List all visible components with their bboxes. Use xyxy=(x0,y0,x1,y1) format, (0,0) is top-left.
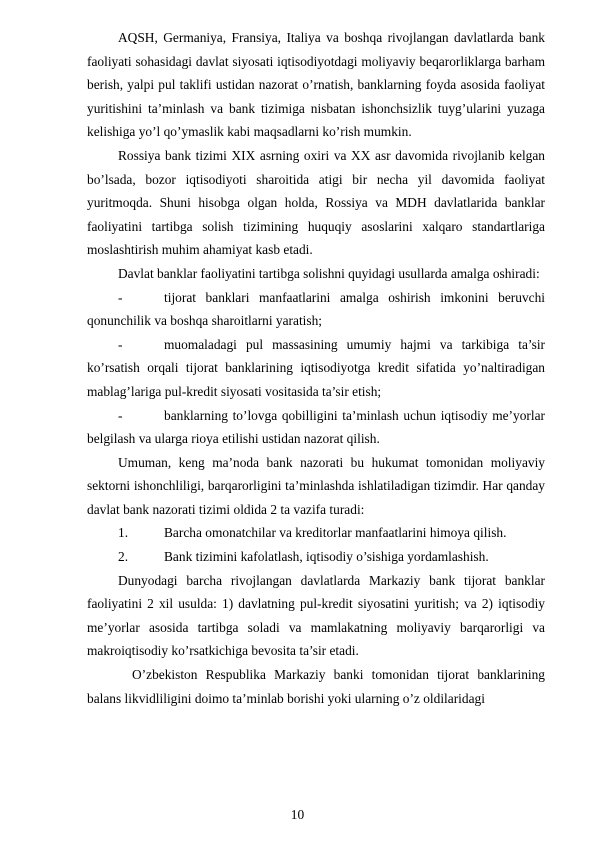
list-item-text: muomaladagi pul massasining umumiy hajmi va tarkibiga ta’sir ko’rsatish orqali tijorat banklarining iqtisodiyotga kredit sifatida yo’naltiradigan mablag’lariga pul-kredit siyosati vositasida ta’sir etish; xyxy=(87,336,545,399)
list-marker: - xyxy=(118,289,123,305)
paragraph: Dunyodagi barcha rivojlangan davlatlarda Markaziy bank tijorat banklar faoliyatini 2 xil usulda: 1) davlatning pul-kredit siyosatini yuritish; va 2) iqtisodiy me’yorlar asosida tartibga soladi va mamlakatning moliyaviy barqarorligi va makroiqtisodiy ko’rsatkichiga bevosita ta’sir etadi. xyxy=(87,572,545,659)
list-item xyxy=(87,286,545,333)
list-item-text: Barcha omonatchilar va kreditorlar manfaatlarini himoya qilish. xyxy=(164,525,507,541)
list-marker: - xyxy=(118,407,123,423)
list-item xyxy=(87,333,545,404)
list-item xyxy=(87,545,545,569)
list-marker: 1. xyxy=(118,525,129,541)
document-body xyxy=(87,26,545,710)
paragraph: Davlat banklar faoliyatini tartibga solishni quyidagi usullarda amalga oshiradi: xyxy=(118,265,540,281)
paragraph: Rossiya bank tizimi XIX asrning oxiri va XX asr davomida rivojlanib kelgan bo’lsada, bozor iqtisodiyoti sharoitida atigi bir necha yil davomida faoliyat yuritmoqda. Shuni hisobga olgan holda, Rossiya va MDH davlatlarida banklar faoliyatini tartibga solish tizimining huquqiy asoslarini xalqaro standartlariga moslashtirish muhim ahamiyat kasb etadi. xyxy=(87,147,545,258)
list-item xyxy=(87,404,545,451)
numbered-list xyxy=(87,521,545,568)
page-number: 10 xyxy=(290,807,305,822)
list-marker: 2. xyxy=(118,549,129,565)
list-item-text: Bank tizimini kafolatlash, iqtisodiy o’sishiga yordamlashish. xyxy=(164,549,489,565)
paragraph: Umuman, keng ma’noda bank nazorati bu hukumat tomonidan moliyaviy sektorni ishonchliligi, barqarorligini ta’minlashda ishlatiladigan tizimdir. Har qanday davlat bank nazorati tizimi oldida 2 ta vazifa turadi: xyxy=(87,454,545,517)
list-item-text: tijorat banklari manfaatlarini amalga oshirish imkonini beruvchi qonunchilik va boshqa sharoitlarni yaratish; xyxy=(87,289,545,329)
list-item xyxy=(87,521,545,545)
paragraph: O’zbekiston Respublika Markaziy banki tomonidan tijorat banklarining balans likvidliligini doimo ta’minlab borishi yoki ularning o’z oldilaridagi xyxy=(87,667,545,706)
list-item-text: banklarning to’lovga qobilligini ta’minlash uchun iqtisodiy me’yorlar belgilash va ularga rioya etilishi ustidan nazorat qilish. xyxy=(87,407,545,447)
list-marker: - xyxy=(118,336,123,352)
paragraph: AQSH, Germaniya, Fransiya, Italiya va boshqa rivojlangan davlatlarda bank faoliyati sohasidagi davlat siyosati iqtisodiyotdagi moliyaviy beqarorliklarga barham berish, yalpi pul taklifi ustidan nazorat o’rnatish, banklarning foyda asosida faoliyat yuritishini ta’minlash va bank tizimiga nisbatan ishonchsizlik tuyg’ularini yuzaga kelishiga yo’l qo’ymaslik kabi maqsadlarni ko’rish mumkin. xyxy=(87,30,545,140)
dash-list xyxy=(87,286,545,451)
